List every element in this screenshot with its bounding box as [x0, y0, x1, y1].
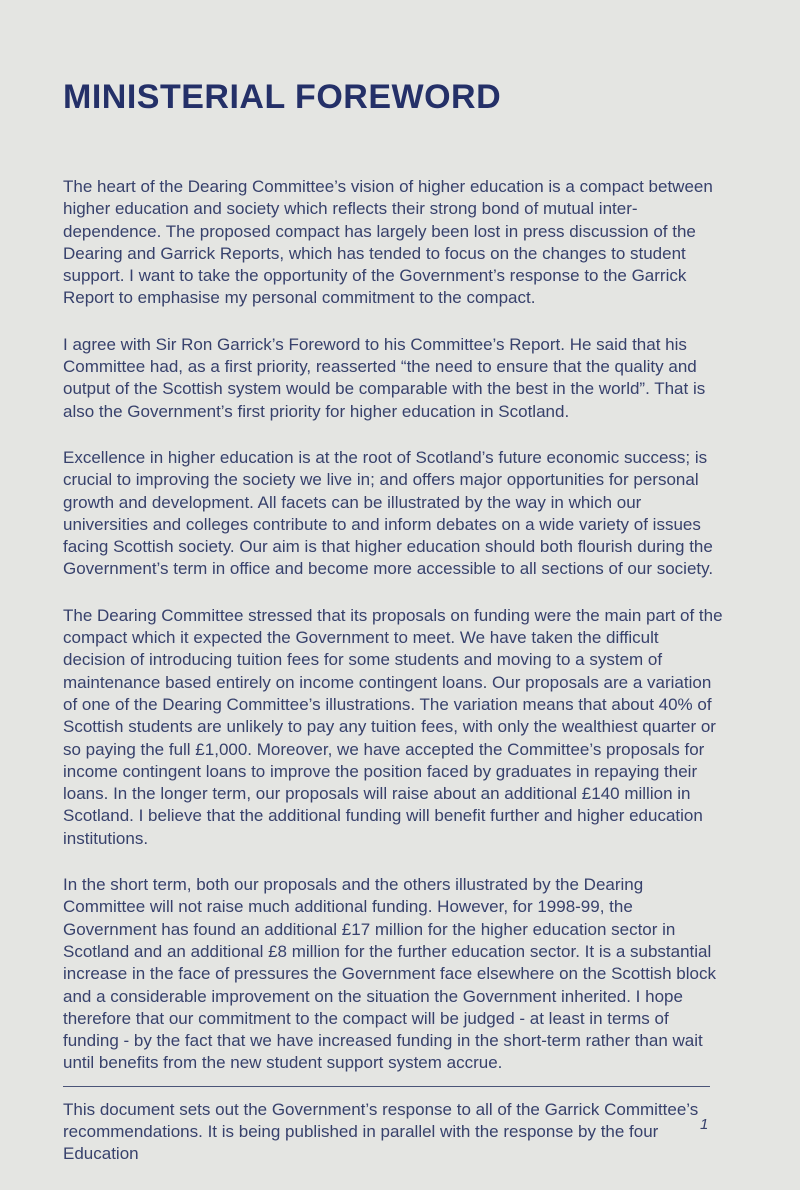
- paragraph-document-overview: This document sets out the Government’s response to all of the Garrick Committee’s recommendations. It is being published in parallel with the response by the four Education: [63, 1099, 699, 1164]
- paragraph-compact: The heart of the Dearing Committee’s vision of higher education is a compact between higher education and society which reflects their strong bond of mutual inter-dependence. The proposed compact has largely been lost in press discussion of the Dearing and Garrick Reports, which has tended to focus on the changes to student support. I want to take the opportunity of the Government’s response to the Garrick Report to emphasise my personal commitment to the compact.: [63, 177, 713, 308]
- paragraph-garrick-foreword: I agree with Sir Ron Garrick’s Foreword to his Committee’s Report. He said that his Committee had, as a first priority, reasserted “the need to ensure that the quality and output of the Scottish system would be comparable with the best in the world”. That is also the Government’s first priority for higher education in Scotland.: [63, 334, 706, 421]
- footer-divider: [63, 1086, 710, 1087]
- paragraph-short-term-funding: In the short term, both our proposals and the others illustrated by the Dearing Committee will not raise much additional funding. However, for 1998-99, the Government has found an additional £17 million for the higher education sector in Scotland and an additional £8 million for the further education sector. It is a substantial increase in the face of pressures the Government face elsewhere on the Scottish block and a considerable improvement on the situation the Government inherited. I hope therefore that our commitment to the compact will be judged - at least in terms of funding - by the fact that we have increased funding in the short-term rather than wait until benefits from the new student support system accrue.: [63, 875, 716, 1073]
- paragraph-excellence: Excellence in higher education is at the root of Scotland’s future economic success; is crucial to improving the society we live in; and offers major opportunities for personal growth and development. All facets can be illustrated by the way in which our universities and colleges contribute to and inform debates on a wide variety of issues facing Scottish society. Our aim is that higher education should both flourish during the Government’s term in office and become more accessible to all sections of our society.: [63, 447, 714, 579]
- page-title: MINISTERIAL FOREWORD: [63, 78, 502, 116]
- foreword-body: [63, 176, 723, 1190]
- paragraph-funding-proposals: The Dearing Committee stressed that its proposals on funding were the main part of the compact which it expected the Government to meet. We have taken the difficult decision of introducing tuition fees for some students and moving to a system of maintenance based entirely on income contingent loans. Our proposals are a variation of one of the Dearing Committee’s illustrations. The variation means that about 40% of Scottish students are unlikely to pay any tuition fees, with only the wealthiest quarter or so paying the full £1,000. Moreover, we have accepted the Committee’s proposals for income contingent loans to improve the position faced by graduates in repaying their loans. In the longer term, our proposals will raise about an additional £140 million in Scotland. I believe that the additional funding will benefit further and higher education institutions.: [63, 605, 723, 848]
- page-number: 1: [700, 1116, 709, 1133]
